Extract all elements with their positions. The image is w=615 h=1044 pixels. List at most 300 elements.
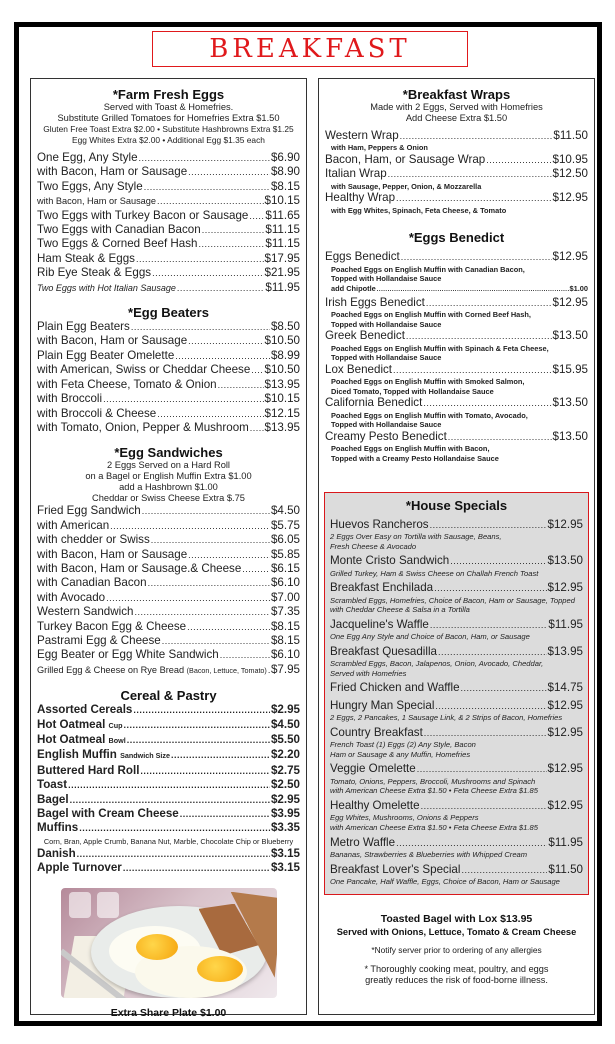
menu-item	[325, 430, 588, 444]
dot-leader	[79, 821, 270, 835]
menu-item-price: $8.50	[270, 320, 300, 334]
menu-item-name	[37, 663, 267, 678]
dot-leader	[388, 167, 552, 181]
dot-leader	[124, 718, 270, 732]
menu-item-price: $8.15	[270, 619, 300, 633]
menu-item-price: $6.10	[270, 648, 300, 662]
menu-item-name	[37, 349, 174, 363]
menu-item-name-text: Plain Egg Beater Omelette	[37, 348, 175, 362]
dot-leader	[188, 334, 263, 348]
right-panel	[318, 78, 595, 1015]
section-note: Made with 2 Eggs, Served with Homefries	[370, 102, 543, 112]
menu-item	[37, 821, 300, 835]
dot-leader	[148, 576, 270, 590]
menu-item-price: $6.90	[270, 151, 300, 164]
pepper-shaker-icon	[97, 892, 119, 918]
menu-item	[37, 151, 300, 165]
section-heading-house-specials: *House Specials	[405, 497, 508, 513]
menu-item-name	[330, 863, 460, 877]
dot-leader	[401, 250, 552, 264]
menu-item-name	[37, 620, 186, 634]
menu-item-name-text: Grilled Egg & Cheese on Rye Bread	[37, 664, 185, 675]
section-note: Gluten Free Toast Extra $2.00 • Substitute Hashbrowns Extra $1.25	[43, 124, 294, 134]
menu-item-name	[37, 793, 69, 807]
menu-item-name-text: Breakfast Lover's Special	[330, 862, 461, 876]
dot-leader	[435, 699, 546, 713]
menu-item-name	[37, 407, 156, 421]
section-note: Served with Toast & Homefries.	[103, 102, 234, 112]
menu-item-name	[37, 194, 156, 208]
menu-item	[37, 807, 300, 821]
menu-item-price: $12.15	[264, 406, 300, 420]
menu-item-price: $12.95	[547, 581, 583, 595]
menu-item-price: $11.95	[548, 835, 583, 849]
menu-item-name	[330, 836, 395, 850]
menu-item-name-text: with Feta Cheese, Tomato & Onion	[37, 377, 217, 391]
menu-item-name-text: Turkey Bacon Egg & Cheese	[37, 619, 187, 633]
menu-item-price: $2.50	[270, 778, 300, 792]
menu-item-name-text: with Avocado	[37, 590, 106, 604]
menu-item-name-text: Two Eggs with Hot Italian Sausage	[37, 282, 176, 293]
dot-leader	[188, 548, 270, 562]
menu-item-name-text: Bagel	[37, 792, 69, 806]
dot-leader	[171, 748, 270, 762]
menu-item-name	[37, 209, 248, 223]
dot-leader	[144, 180, 270, 194]
muffin-flavors: Corn, Bran, Apple Crumb, Banana Nut, Marble, Chocolate Chip or Blueberry	[43, 836, 294, 846]
menu-item-description: Poached Eggs on English Muffin with Tomato, Avocado,	[331, 410, 528, 420]
menu-item-price: $8.15	[270, 179, 300, 193]
menu-item-name	[330, 518, 429, 532]
menu-item	[37, 778, 300, 792]
menu-item-price: $10.95	[552, 153, 588, 166]
dot-leader	[242, 562, 270, 576]
menu-item-price: $8.99	[270, 348, 300, 362]
menu-item-price: $12.95	[552, 250, 588, 264]
dot-leader	[423, 396, 551, 410]
menu-item	[37, 576, 300, 590]
menu-item-name	[330, 645, 437, 659]
menu-item-description: Served with Homefries	[330, 668, 407, 678]
menu-item-price: $10.15	[264, 194, 300, 208]
dot-leader	[152, 266, 263, 280]
menu-item	[325, 296, 588, 310]
menu-item	[37, 252, 300, 266]
egg-yolk-shape	[197, 956, 243, 982]
menu-item-note: Bowl	[108, 736, 126, 745]
dot-leader	[448, 430, 552, 444]
menu-item-name	[37, 605, 133, 619]
menu-item-name-text: Rib Eye Steak & Eggs	[37, 266, 152, 280]
menu-item	[37, 223, 300, 237]
menu-item-price: $8.15	[270, 633, 300, 647]
menu-item-name	[37, 519, 109, 533]
menu-item-name-text: Two Eggs with Turkey Bacon or Sausage	[37, 208, 249, 222]
section-heading-cereal-pastry: Cereal & Pastry	[120, 688, 217, 704]
dot-leader	[151, 533, 270, 547]
dot-leader	[377, 284, 569, 296]
menu-item	[37, 392, 300, 406]
menu-item-name-text: Healthy Wrap	[325, 191, 396, 205]
menu-item	[37, 591, 300, 605]
menu-item-name	[37, 266, 151, 280]
dot-leader	[251, 363, 263, 377]
menu-item-description: Poached Eggs on English Muffin with Corned Beef Hash,	[331, 310, 531, 319]
dot-leader	[77, 847, 270, 861]
eggs-benedict-list	[325, 250, 588, 463]
menu-item-name	[37, 363, 250, 377]
menu-item-name-text: Italian Wrap	[325, 167, 387, 181]
dot-leader	[106, 591, 270, 605]
menu-item-price: $11.50	[553, 129, 588, 142]
menu-item-price: $6.15	[270, 561, 300, 575]
footer-notes	[325, 913, 588, 987]
menu-item-name-text: California Benedict	[325, 396, 423, 410]
dot-leader	[123, 861, 270, 875]
menu-item-price: $6.10	[270, 576, 300, 590]
breakfast-photo	[61, 888, 277, 998]
menu-item-name-text: with Broccoli	[37, 392, 103, 406]
dot-leader	[461, 863, 547, 877]
menu-item	[37, 620, 300, 634]
dot-leader	[486, 153, 551, 167]
menu-item-description: Poached Eggs on English Muffin with Canadian Bacon,	[331, 264, 525, 274]
menu-item	[330, 699, 583, 713]
menu-item-name-text: One Egg, Any Style	[37, 151, 138, 164]
menu-item	[37, 548, 300, 562]
menu-item	[330, 581, 583, 595]
menu-item-price: $12.95	[547, 762, 583, 776]
menu-item-name-text: Hungry Man Special	[330, 698, 435, 712]
menu-item-name	[325, 363, 392, 377]
menu-item-note: Sandwich Size	[120, 751, 171, 761]
menu-item-name-text: Creamy Pesto Benedict	[325, 429, 447, 443]
menu-item-name-text: with American, Swiss or Cheddar Cheese	[37, 363, 251, 377]
food-safety-warning: * Thoroughly cooking meat, poultry, and eggs	[364, 963, 549, 974]
menu-item-price: $7.35	[270, 605, 300, 619]
menu-item-name-text: Plain Egg Beaters	[37, 320, 130, 334]
menu-item-name-text: with Bacon, Ham or Sausage	[37, 196, 156, 207]
dot-leader	[434, 581, 546, 595]
dot-leader	[393, 363, 551, 377]
menu-item-description: with Cheddar Cheese & Salsa in a Tortilla	[330, 605, 470, 615]
dot-leader	[406, 329, 552, 343]
menu-item-description: Scrambled Eggs, Homefries, Choice of Bacon, Ham or Sausage, Topped	[330, 595, 575, 605]
menu-item-price: $17.95	[264, 251, 300, 265]
menu-item-name-text: Healthy Omelette	[330, 798, 420, 812]
menu-item-name	[37, 634, 161, 648]
section-note: add a Hashbrown $1.00	[119, 482, 218, 493]
menu-item	[37, 793, 300, 807]
menu-item-name-text: Western Wrap	[325, 129, 399, 142]
dot-leader	[202, 223, 265, 237]
menu-item-description: Poached Eggs on English Muffin with Smoked Salmon,	[331, 377, 525, 387]
menu-item-name-text: Two Eggs & Corned Beef Hash	[37, 237, 198, 251]
menu-item-name-text: Danish	[37, 846, 76, 860]
menu-item-price: $11.95	[265, 280, 300, 294]
menu-item-name	[325, 129, 399, 143]
menu-item	[325, 329, 588, 343]
menu-item-name	[325, 167, 387, 181]
menu-item-name	[37, 533, 150, 547]
menu-item-name	[37, 764, 139, 778]
menu-item-description: Egg Whites, Mushrooms, Onions & Peppers	[330, 813, 479, 823]
dot-leader	[142, 504, 270, 518]
menu-item-description: Bananas, Strawberries & Blueberries with Whipped Cream	[330, 849, 528, 859]
menu-item-name-text: Veggie Omelette	[330, 762, 416, 776]
menu-item-name	[330, 581, 433, 595]
menu-item-name-text: Greek Benedict	[325, 329, 405, 343]
menu-item	[37, 562, 300, 576]
lox-special-title: Toasted Bagel with Lox $13.95	[380, 912, 533, 925]
egg-sandwiches-list	[37, 504, 300, 678]
menu-item-name-text: Muffins	[37, 821, 79, 835]
menu-item-price: $6.05	[270, 533, 300, 547]
menu-item-name-text: Two Eggs, Any Style	[37, 179, 143, 193]
dot-leader	[430, 618, 548, 632]
menu-item	[325, 129, 588, 143]
farm-fresh-eggs-list	[37, 151, 300, 295]
menu-item-name	[37, 165, 187, 179]
section-note: on a Bagel or English Muffin Extra $1.00	[85, 471, 252, 482]
menu-item-price: $12.95	[552, 295, 588, 309]
menu-item-name	[330, 554, 449, 568]
addon-item	[325, 284, 588, 296]
menu-item-price: $4.50	[270, 504, 300, 518]
menu-item-name	[330, 762, 416, 776]
menu-item-price: $13.50	[547, 554, 583, 568]
menu-item-price: $5.75	[270, 518, 300, 532]
menu-item-description: Topped with Hollandaise Sauce	[331, 420, 442, 430]
menu-item-price: $12.50	[552, 167, 588, 181]
dot-leader	[218, 378, 264, 392]
menu-item	[325, 167, 588, 181]
menu-item-name	[37, 562, 241, 576]
egg-beaters-list	[37, 320, 300, 435]
menu-item-price: $7.95	[270, 662, 300, 676]
menu-item	[37, 861, 300, 875]
dot-leader	[187, 620, 270, 634]
menu-item-description: Grilled Turkey, Ham & Swiss Cheese on Challah French Toast	[330, 568, 539, 578]
menu-item-price: $12.95	[547, 725, 583, 739]
menu-item-name-text: Ham Steak & Eggs	[37, 251, 135, 265]
menu-item-description: with Sausage, Pepper, Onion, & Mozzarella	[331, 181, 482, 191]
dot-leader	[136, 252, 264, 266]
menu-item-name-text: Huevos Rancheros	[330, 517, 429, 531]
menu-item-name-text: with American	[37, 518, 110, 532]
menu-item-name	[37, 378, 217, 392]
menu-item-name	[37, 748, 170, 763]
menu-item	[330, 799, 583, 813]
menu-item-name	[37, 223, 201, 237]
dot-leader	[140, 764, 270, 778]
dot-leader	[249, 209, 264, 223]
menu-item	[330, 762, 583, 776]
section-note: Substitute Grilled Tomatoes for Homefries Extra $1.50	[57, 113, 280, 123]
menu-item	[37, 748, 300, 763]
menu-item	[37, 718, 300, 733]
menu-item-name	[37, 281, 176, 295]
menu-item-description: Fresh Cheese & Avocado	[330, 541, 417, 551]
menu-item	[37, 764, 300, 778]
menu-item-name-text: Monte Cristo Sandwich	[330, 554, 450, 568]
section-heading-breakfast-wraps: *Breakfast Wraps	[402, 87, 511, 102]
menu-item-name	[37, 648, 219, 662]
food-safety-warning: greatly reduces the risk of food-borne illness.	[365, 975, 548, 986]
dot-leader	[70, 793, 270, 807]
menu-item-name-text: Fried Chicken and Waffle	[330, 681, 460, 695]
menu-item-name	[330, 681, 460, 695]
dot-leader	[177, 281, 264, 295]
section-heading-egg-sandwiches: *Egg Sandwiches	[114, 445, 223, 461]
menu-item-description: Ham or Sausage & any Muffin, Homefries	[330, 749, 471, 759]
menu-item-name-text: with chedder or Swiss	[37, 533, 150, 547]
menu-item-name	[330, 726, 423, 740]
menu-item-note: Cup	[108, 720, 123, 730]
menu-item-name-text: Jacqueline's Waffle	[330, 617, 429, 631]
menu-title: BREAKFAST	[209, 34, 411, 64]
dot-leader	[461, 681, 547, 695]
menu-item-name-text: with Bacon, Ham or Sausage	[37, 547, 188, 561]
menu-item	[37, 237, 300, 251]
menu-item-name-text: Metro Waffle	[330, 835, 396, 849]
dot-leader	[396, 836, 547, 850]
menu-item	[37, 847, 300, 861]
menu-item	[37, 519, 300, 533]
menu-item-price: $10.50	[264, 334, 300, 348]
menu-item	[37, 363, 300, 377]
menu-item-name-text: Toast	[37, 778, 68, 792]
menu-item-name-text: Bacon, Ham, or Sausage Wrap	[325, 153, 486, 166]
menu-item-name	[37, 807, 179, 821]
menu-item	[37, 378, 300, 392]
menu-title-box	[152, 31, 468, 67]
menu-item-description: Topped with Hollandaise Sauce	[331, 353, 442, 363]
menu-item-name-text: Breakfast Quesadilla	[330, 644, 437, 658]
section-note: Cheddar or Swiss Cheese Extra $.75	[92, 493, 245, 504]
section-note: Add Cheese Extra $1.50	[405, 113, 508, 123]
menu-item-price: $11.15	[265, 223, 300, 237]
dot-leader	[131, 320, 270, 334]
menu-item-name-text: Lox Benedict	[325, 362, 393, 376]
menu-item-name	[37, 591, 105, 605]
menu-item	[330, 618, 583, 632]
dot-leader	[103, 392, 263, 406]
menu-item-price: $15.95	[552, 362, 588, 376]
dot-leader	[110, 519, 270, 533]
menu-item-description: with Egg Whites, Spinach, Feta Cheese, & Tomato	[331, 205, 507, 215]
menu-item	[37, 320, 300, 334]
menu-item	[37, 703, 300, 717]
menu-item-name-text: with Broccoli & Cheese	[37, 406, 157, 420]
menu-item-name-text: with Bacon, Ham or Sausage	[37, 334, 188, 348]
menu-item	[37, 504, 300, 518]
menu-item-price: $3.35	[270, 821, 300, 835]
menu-item-name-text: Hot Oatmeal	[37, 717, 106, 731]
menu-item-description: One Pancake, Half Waffle, Eggs, Choice of Bacon, Ham or Sausage	[330, 876, 560, 886]
menu-item	[330, 681, 583, 695]
menu-item-price: $5.85	[270, 547, 300, 561]
menu-item-name-text: Egg Beater or Egg White Sandwich	[37, 648, 219, 662]
menu-item-name	[330, 618, 429, 632]
menu-item-name	[325, 153, 485, 167]
dot-leader	[268, 663, 270, 677]
menu-item-name	[37, 718, 123, 733]
menu-item-description: One Egg Any Style and Choice of Bacon, Ham, or Sausage	[330, 632, 530, 642]
section-note: 2 Eggs Served on a Hard Roll	[107, 460, 230, 471]
menu-item	[37, 648, 300, 662]
menu-item-description: Topped with Hollandaise Sauce	[331, 274, 442, 284]
dot-leader	[139, 151, 270, 165]
menu-item-name-text: Fried Egg Sandwich	[37, 504, 141, 518]
menu-item-name-text: Hot Oatmeal	[37, 733, 106, 746]
menu-item-name	[37, 320, 130, 334]
dot-leader	[396, 191, 552, 205]
menu-item-description: Scrambled Eggs, Bacon, Jalapenos, Onion, Avocado, Cheddar,	[330, 659, 544, 669]
menu-item-name	[37, 576, 147, 590]
menu-item-price: $2.95	[270, 792, 300, 806]
menu-item-name-text: Irish Eggs Benedict	[325, 295, 425, 309]
menu-item-price: $2.75	[270, 763, 300, 777]
menu-item-name-text: English Muffin	[37, 748, 117, 762]
menu-item-price: $7.00	[270, 590, 300, 604]
menu-item-price: $2.20	[270, 748, 300, 762]
menu-item-price: $11.15	[265, 237, 300, 251]
dot-leader	[127, 733, 270, 747]
menu-item	[330, 726, 583, 740]
menu-item	[37, 334, 300, 348]
menu-item-name	[37, 252, 135, 266]
menu-item-name-text: Breakfast Enchilada	[330, 581, 434, 595]
section-heading-eggs-benedict: *Eggs Benedict	[408, 230, 505, 246]
menu-item	[37, 209, 300, 223]
menu-item-price: $10.50	[264, 363, 300, 377]
menu-item	[325, 153, 588, 167]
menu-item	[37, 533, 300, 547]
menu-item-name-text: Country Breakfast	[330, 725, 423, 739]
menu-item-description: Poached Eggs on English Muffin with Spinach & Feta Cheese,	[331, 343, 549, 353]
menu-item-price: $8.90	[270, 165, 300, 179]
salt-shaker-icon	[69, 892, 91, 918]
menu-item-name-text: Assorted Cereals	[37, 703, 133, 717]
menu-item	[330, 554, 583, 568]
dot-leader	[424, 726, 547, 740]
dot-leader	[134, 605, 270, 619]
menu-item-price: $11.65	[265, 208, 300, 222]
dot-leader	[250, 421, 264, 435]
menu-item-name	[37, 847, 76, 861]
menu-item	[37, 634, 300, 648]
dot-leader	[450, 554, 546, 568]
menu-item-name	[37, 703, 132, 717]
menu-item-name-text: Western Sandwich	[37, 605, 134, 619]
menu-item-price: $3.95	[270, 807, 300, 821]
menu-item-description: Tomato, Onions, Peppers, Broccoli, Mushrooms and Spinach	[330, 776, 536, 786]
menu-item-price: $12.95	[547, 517, 583, 531]
dot-leader	[175, 349, 270, 363]
dot-leader	[188, 165, 270, 179]
dot-leader	[426, 296, 552, 310]
menu-item-name	[37, 778, 67, 792]
menu-item-price: $3.15	[270, 861, 300, 875]
menu-item	[37, 165, 300, 179]
menu-item-description: Diced Tomato, Topped with Hollandaise Sauce	[331, 386, 494, 396]
section-heading-egg-beaters: *Egg Beaters	[128, 305, 209, 321]
menu-item-name-text: Buttered Hard Roll	[37, 763, 140, 777]
addon-name: add Chipotle	[331, 284, 376, 293]
egg-yolk-shape	[136, 934, 178, 960]
dot-leader	[220, 648, 270, 662]
